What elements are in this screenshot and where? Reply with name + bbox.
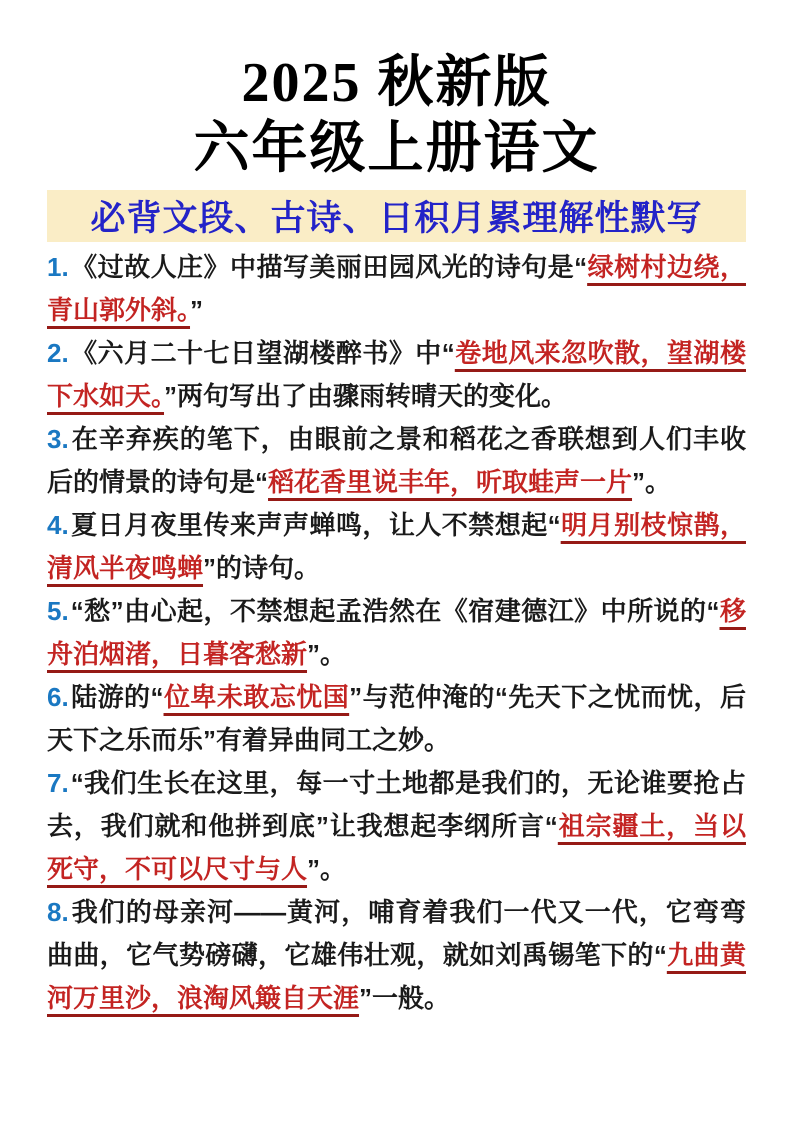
memorization-item	[47, 246, 746, 332]
item-text: 《过故人庄》中描写美丽田园风光的诗句是“	[70, 252, 588, 282]
item-text: ”的诗句。	[203, 553, 321, 583]
memorization-item	[47, 762, 746, 891]
item-number: 6.	[47, 682, 69, 712]
item-text: ”	[190, 295, 204, 325]
page-title	[47, 50, 746, 182]
subtitle-banner-text: 必背文段、古诗、日积月累理解性默写	[90, 199, 703, 238]
memorization-item	[47, 891, 746, 1020]
memorization-item	[47, 332, 746, 418]
memorization-item	[47, 676, 746, 762]
poem-quote-red: 祖宗疆土，当以死守，不可以尺寸与人	[47, 811, 746, 884]
items-list	[47, 246, 746, 1020]
poem-quote-red: 绿树村边绕，青山郭外斜。	[47, 252, 746, 325]
poem-quote-red: 明月别枝惊鹊，清风半夜鸣蝉	[47, 510, 746, 583]
item-text: 在辛弃疾的笔下，由眼前之景和稻花之香联想到人们丰收后的情景的诗句是“	[47, 424, 746, 497]
memorization-item	[47, 418, 746, 504]
item-number: 5.	[47, 596, 69, 626]
item-text: 夏日月夜里传来声声蝉鸣，让人不禁想起“	[70, 510, 561, 540]
item-text: ”。	[632, 467, 672, 497]
item-number: 7.	[47, 768, 69, 798]
item-number: 4.	[47, 510, 69, 540]
title-line-1: 2025 秋新版	[241, 52, 552, 114]
item-text: ”。	[307, 854, 347, 884]
item-text: 《六月二十七日望湖楼醉书》中“	[70, 338, 455, 368]
poem-quote-red: 稻花香里说丰年，听取蛙声一片	[268, 467, 633, 497]
item-number: 8.	[47, 897, 69, 927]
memorization-item	[47, 504, 746, 590]
item-text: ”两句写出了由骤雨转晴天的变化。	[164, 381, 568, 411]
item-text: “我们生长在这里，每一寸土地都是我们的，无论谁要抢占去，我们就和他拼到底”让我想起李纲所言“	[47, 768, 746, 841]
item-number: 2.	[47, 338, 69, 368]
poem-quote-red: 移舟泊烟渚，日暮客愁新	[47, 596, 746, 669]
poem-quote-red: 位卑未敢忘忧国	[163, 682, 350, 712]
title-line-2: 六年级上册语文	[193, 118, 600, 180]
poem-quote-red: 九曲黄河万里沙，浪淘风簸自天涯	[47, 940, 746, 1013]
item-text: 我们的母亲河——黄河，哺育着我们一代又一代，它弯弯曲曲，它气势磅礴，它雄伟壮观，就如刘禹锡笔下的“	[47, 897, 746, 970]
item-text: 陆游的“	[70, 682, 164, 712]
memorization-item	[47, 590, 746, 676]
subtitle-banner	[47, 190, 746, 242]
item-number: 3.	[47, 424, 69, 454]
item-text: ”。	[307, 639, 347, 669]
item-text: ”与范仲淹的“先天下之忧而忧，后天下之乐而乐”有着异曲同工之妙。	[47, 682, 746, 755]
poem-quote-red: 卷地风来忽吹散，望湖楼下水如天。	[47, 338, 746, 411]
item-text: “愁”由心起，不禁想起孟浩然在《宿建德江》中所说的“	[70, 596, 720, 626]
item-text: ”一般。	[359, 983, 451, 1013]
item-number: 1.	[47, 252, 69, 282]
